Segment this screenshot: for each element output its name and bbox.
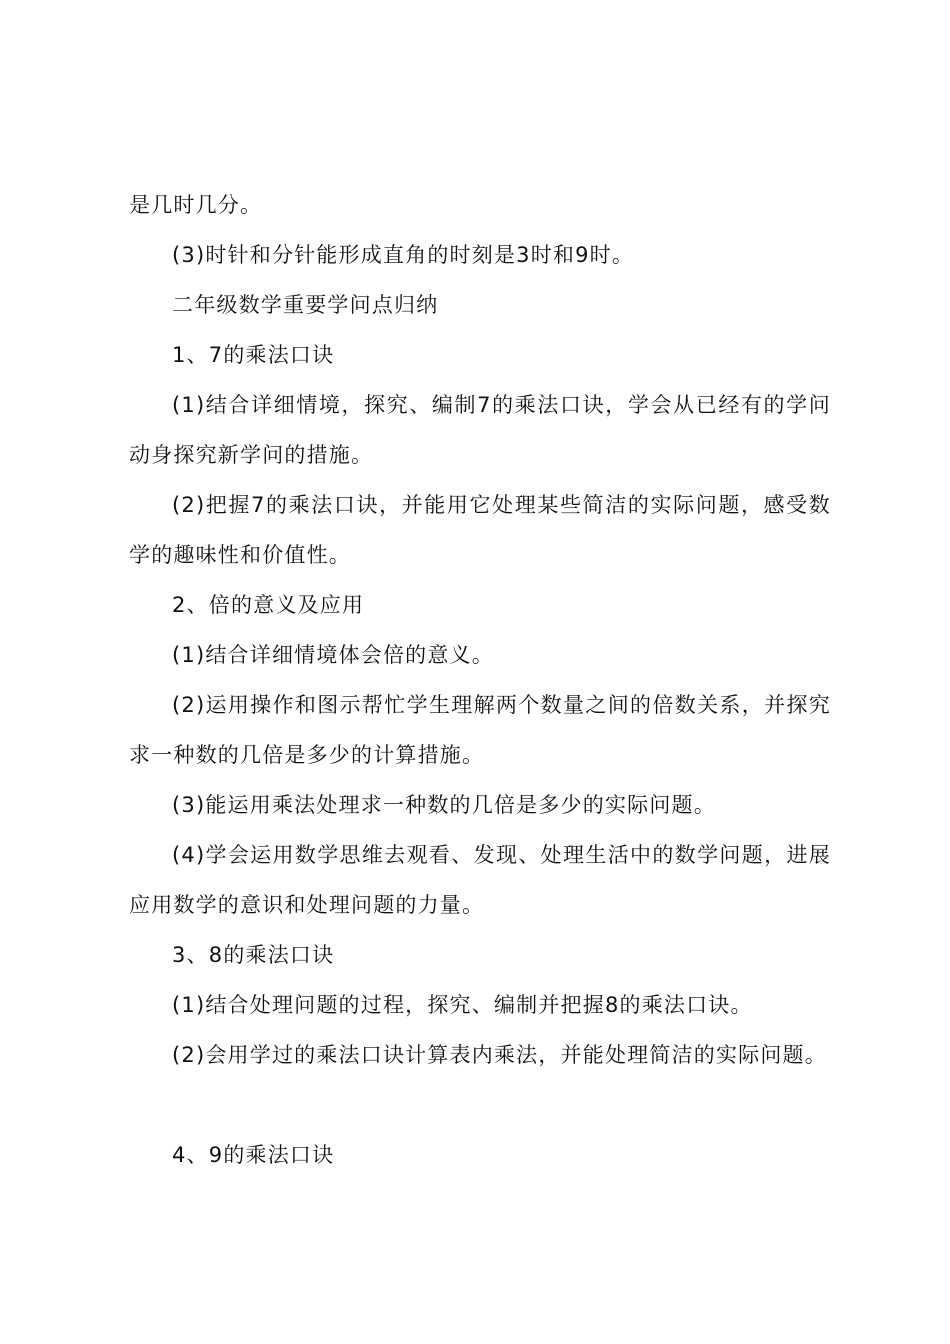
text-line: 应用数学的意识和处理问题的力量。 <box>129 893 485 917</box>
text-line: (1)结合详细情境，探究、编制7的乘法口诀，学会从已经有的学问 <box>172 393 831 417</box>
text-line: 是几时几分。 <box>129 193 263 217</box>
subsection-heading: 3、8的乘法口诀 <box>172 943 335 967</box>
text-line: (4)学会运用数学思维去观看、发现、处理生活中的数学问题，进展 <box>172 843 831 867</box>
section-heading: 二年级数学重要学问点归纳 <box>172 293 439 317</box>
subsection-heading: 1、7的乘法口诀 <box>172 343 335 367</box>
text-line: (2)会用学过的乘法口诀计算表内乘法，并能处理简洁的实际问题。 <box>172 1043 827 1067</box>
subsection-heading: 4、9的乘法口诀 <box>172 1143 335 1167</box>
text-line: (3)时针和分针能形成直角的时刻是3时和9时。 <box>172 243 635 267</box>
text-line: (2)把握7的乘法口诀，并能用它处理某些简洁的实际问题，感受数 <box>172 493 831 517</box>
text-line: 学的趣味性和价值性。 <box>129 543 351 567</box>
text-line: 动身探究新学问的措施。 <box>129 443 374 467</box>
subsection-heading: 2、倍的意义及应用 <box>172 593 365 617</box>
text-line: (1)结合处理问题的过程，探究、编制并把握8的乘法口诀。 <box>172 993 753 1017</box>
text-line: (2)运用操作和图示帮忙学生理解两个数量之间的倍数关系，并探究 <box>172 693 831 717</box>
text-line: (3)能运用乘法处理求一种数的几倍是多少的实际问题。 <box>172 793 716 817</box>
text-line: 求一种数的几倍是多少的计算措施。 <box>129 743 485 767</box>
text-line: (1)结合详细情境体会倍的意义。 <box>172 643 494 667</box>
